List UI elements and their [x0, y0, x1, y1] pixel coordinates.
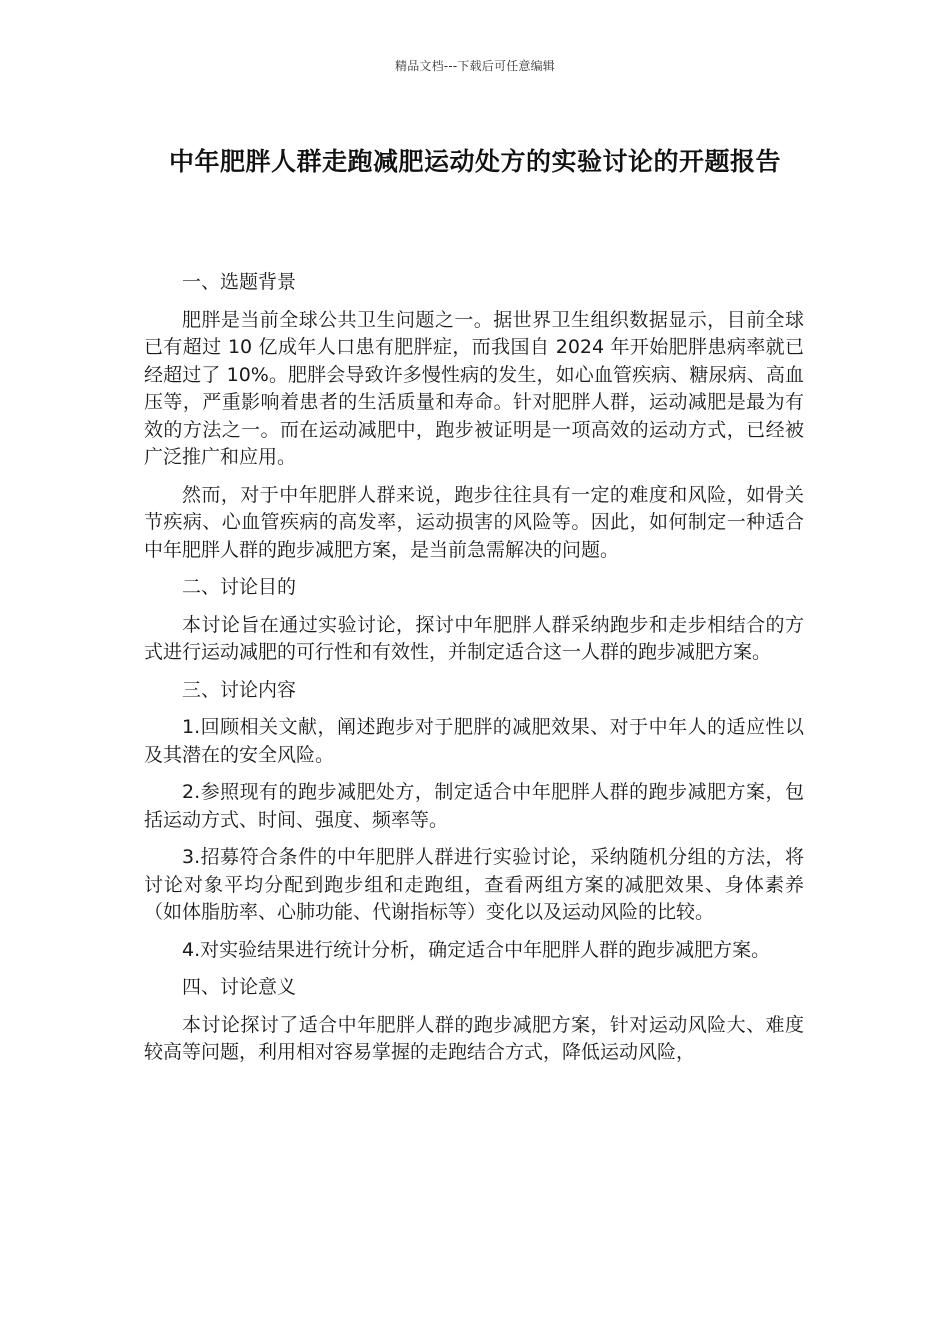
- paragraph-purpose-1: 本讨论旨在通过实验讨论，探讨中年肥胖人群采纳跑步和走步相结合的方式进行运动减肥的可行性和有效性，并制定适合这一人群的跑步减肥方案。: [144, 613, 804, 663]
- paragraph-background-2: 然而，对于中年肥胖人群来说，跑步往往具有一定的难度和风险，如骨关节疾病、心血管疾病的高发率，运动损害的风险等。因此，如何制定一种适合中年肥胖人群的跑步减肥方案，是当前急需解决的问题。: [144, 483, 804, 561]
- document-body: [144, 269, 804, 1077]
- header-note: 精品文档---下载后可任意编辑: [395, 59, 555, 73]
- section-heading-background: 一、选题背景: [182, 271, 297, 293]
- section-heading-significance: 四、讨论意义: [182, 976, 297, 998]
- section-heading-content: 三、讨论内容: [182, 678, 297, 701]
- paragraph-significance-1: 本讨论探讨了适合中年肥胖人群的跑步减肥方案，针对运动风险大、难度较高等问题，利用相对容易掌握的走跑结合方式，降低运动风险，: [144, 1013, 804, 1063]
- paragraph-background-1: 肥胖是当前全球公共卫生问题之一。据世界卫生组织数据显示，目前全球已有超过 10 亿成年人口患有肥胖症，而我国自 2024 年开始肥胖患病率就已经超过了 10%。肥胖会导致许多慢性病的发生，如心血管疾病、糖尿病、高血压等，严重影响着患者的生活质量和寿命。针对肥胖人群，运动减肥是最为有效的方法之一。而在运动减肥中，跑步被证明是一项高效的运动方式，已经被广泛推广和应用。: [144, 308, 804, 468]
- document-title: 中年肥胖人群走跑减肥运动处方的实验讨论的开题报告: [168, 147, 781, 176]
- paragraph-content-2: 2.参照现有的跑步减肥处方，制定适合中年肥胖人群的跑步减肥方案，包括运动方式、时间、强度、频率等。: [144, 781, 804, 831]
- paragraph-content-4: 4.对实验结果进行统计分析，确定适合中年肥胖人群的跑步减肥方案。: [182, 938, 771, 961]
- section-heading-purpose: 二、讨论目的: [182, 576, 297, 598]
- paragraph-content-3: 3.招募符合条件的中年肥胖人群进行实验讨论，采纳随机分组的方法，将讨论对象平均分配到跑步组和走跑组，查看两组方案的减肥效果、身体素养（如体脂肪率、心肺功能、代谢指标等）变化以及运动风险的比较。: [144, 846, 804, 923]
- paragraph-content-1: 1.回顾相关文献，阐述跑步对于肥胖的减肥效果、对于中年人的适应性以及其潜在的安全风险。: [144, 716, 804, 766]
